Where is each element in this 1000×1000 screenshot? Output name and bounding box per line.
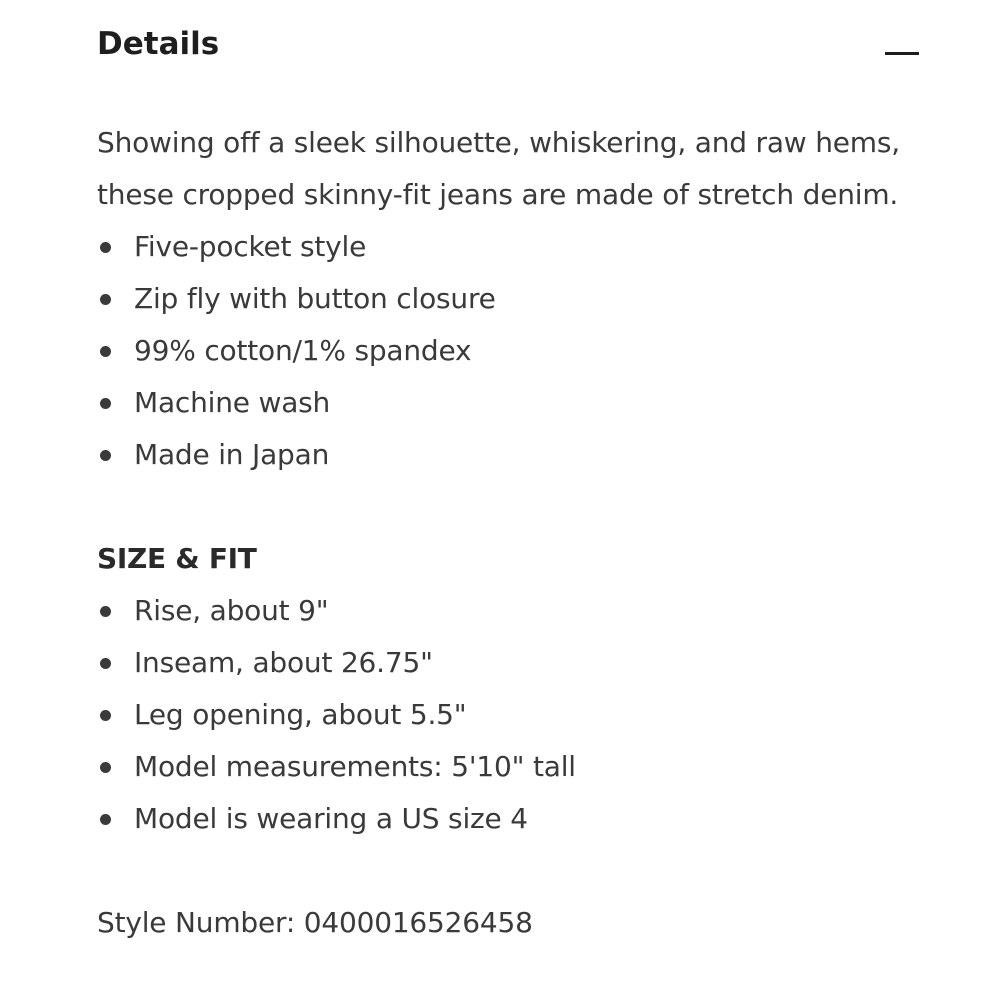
details-title: Details — [97, 26, 220, 62]
size-fit-text: Leg opening, about 5.5" — [134, 698, 467, 731]
feature-item — [97, 377, 927, 429]
size-fit-text: Model is wearing a US size 4 — [134, 802, 528, 835]
size-fit-item — [97, 793, 927, 845]
bullet-icon — [100, 814, 111, 825]
feature-text: Zip fly with button closure — [134, 282, 496, 315]
bullet-icon — [100, 606, 111, 617]
feature-item — [97, 429, 927, 481]
size-fit-item — [97, 689, 927, 741]
collapse-button[interactable] — [881, 32, 923, 66]
bullet-icon — [100, 710, 111, 721]
details-header[interactable] — [97, 22, 927, 70]
size-fit-text: Rise, about 9" — [134, 594, 329, 627]
bullet-icon — [100, 450, 111, 461]
feature-item — [97, 325, 927, 377]
size-fit-text: Inseam, about 26.75" — [134, 646, 433, 679]
product-description: Showing off a sleek silhouette, whiskering, and raw hems, these cropped skinny-fit jeans are made of stretch denim. — [97, 126, 900, 211]
feature-text: 99% cotton/1% spandex — [134, 334, 472, 367]
bullet-icon — [100, 398, 111, 409]
minus-icon — [885, 52, 919, 55]
size-fit-item — [97, 585, 927, 637]
bullet-icon — [100, 294, 111, 305]
details-panel — [97, 0, 927, 1000]
features-list — [97, 221, 927, 481]
bullet-icon — [100, 346, 111, 357]
details-content — [97, 117, 927, 949]
feature-text: Five-pocket style — [134, 230, 367, 263]
size-fit-text: Model measurements: 5'10" tall — [134, 750, 576, 783]
bullet-icon — [100, 242, 111, 253]
bullet-icon — [100, 658, 111, 669]
feature-text: Made in Japan — [134, 438, 330, 471]
feature-item — [97, 273, 927, 325]
feature-text: Machine wash — [134, 386, 331, 419]
size-fit-heading: SIZE & FIT — [97, 542, 257, 575]
style-number: Style Number: 0400016526458 — [97, 906, 533, 939]
size-fit-item — [97, 637, 927, 689]
size-fit-list — [97, 585, 927, 845]
size-fit-item — [97, 741, 927, 793]
bullet-icon — [100, 762, 111, 773]
feature-item — [97, 221, 927, 273]
